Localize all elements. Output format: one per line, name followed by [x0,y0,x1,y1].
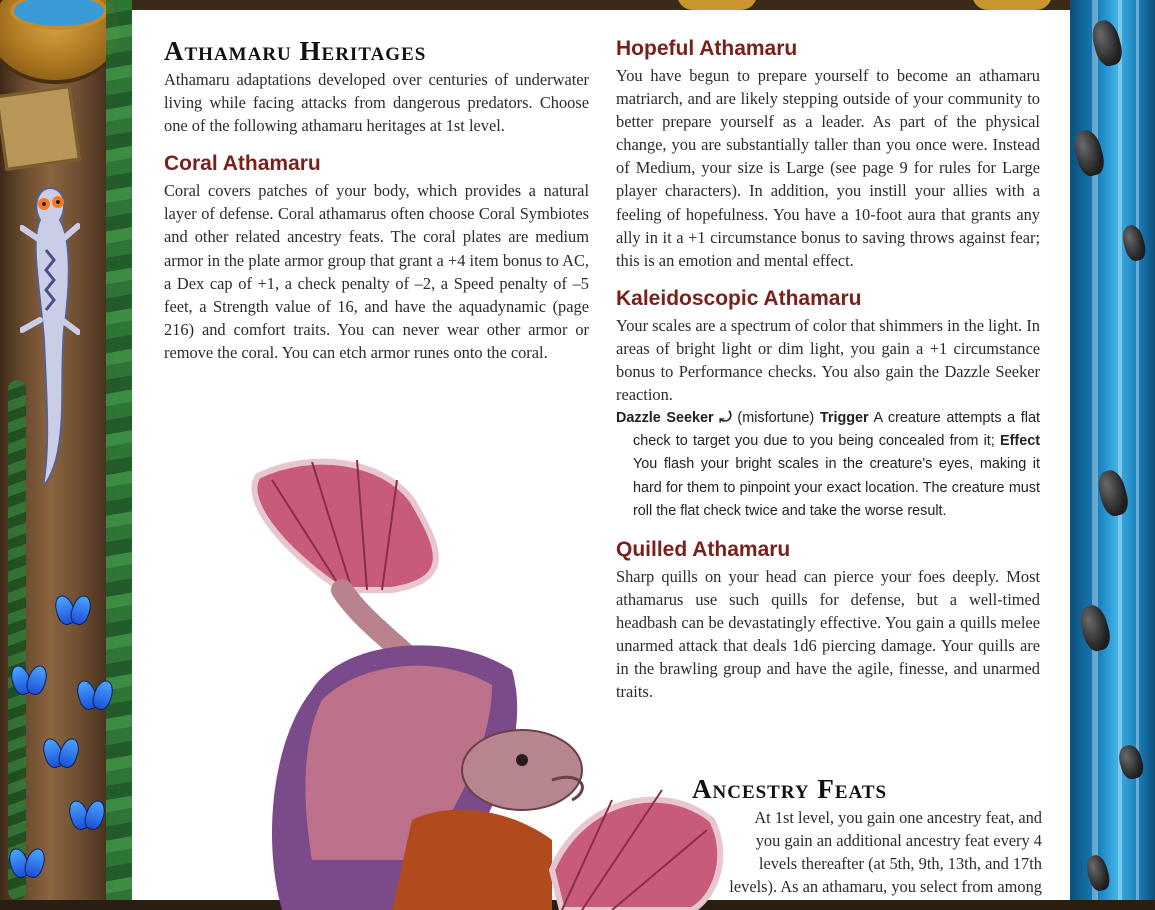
right-column [616,36,1040,703]
left-decorative-border [0,0,132,900]
butterfly-icon [10,848,44,878]
reaction-name: Dazzle Seeker [616,410,714,427]
book-page [132,10,1070,900]
ancestry-feats-line: levels thereafter (at 5th, 9th, 13th, and 17th [758,854,1042,874]
heading-quilled-athamaru: Quilled Athamaru [616,537,791,561]
reaction-trait: (misfortune) [737,410,815,427]
kaleidoscopic-athamaru-paragraph: Your scales are a spectrum of color that shimmers in the light. In areas of bright light or dim light, you gain a +1 circumstance bonus to Performance checks. You also gain the Dazzle Seeker reaction. [616,315,1040,405]
hopeful-athamaru-paragraph: You have begun to prepare yourself to become an athamaru matriarch, and are likely stepping outside of your community to better prepare yourself as a leader. As part of the physical change, you are substantially taller than you once were. Instead of Medium, your size is Large (see page 9 for rules for Large player characters). In addition, you instill your allies with a feeling of hopefulness. You have a 10-foot aura that grants any ally in it a +1 circumstance bonus to saving throws against fear; this is an emotion and mental effect. [616,66,1040,270]
dazzle-seeker-reaction [616,406,1040,522]
heading-coral-athamaru: Coral Athamaru [164,152,321,176]
section-heading-ancestry-feats: Ancestry Feats [692,774,888,804]
vine-illustration [106,0,132,900]
coral-athamaru-paragraph: Coral covers patches of your body, which provides a natural layer of defense. Coral athamarus often choose Coral Symbiotes and other related ancestry feats. The coral plates are medium armor in the plate armor group that grant a +4 item bonus to AC, a Dex cap of +1, a check penalty of –2, a Speed penalty of –5 feet, a Strength value of 16, and have the aquadynamic (page 216) and comfort traits. You can never wear other armor or remove the coral. You can etch armor runes onto the coral. [164,181,589,362]
right-waterfall-border [1070,0,1155,900]
gecko-illustration [20,180,80,500]
butterfly-icon [12,665,46,695]
rock-illustration [1076,602,1113,653]
reaction-icon: ⤾ [719,409,732,427]
trigger-text: A creature attempts a flat check to target you due to you being concealed from it; [633,410,1040,450]
ancestry-feats-line: you gain an additional ancestry feat every 4 [755,831,1042,851]
top-frame [132,0,1070,10]
quilled-athamaru-paragraph: Sharp quills on your head can pierce your foes deeply. Most athamarus use such quills for defense, but a well-timed headbash can be devastatingly effective. You gain a quills melee unarmed attack that deals 1d6 piercing damage. Your quills are in the brawling group and have the agile, finesse, and unarmed traits. [616,566,1040,702]
rock-illustration [1094,467,1131,518]
left-column [164,36,589,364]
ancestry-feats-line: At 1st level, you gain one ancestry feat, and [754,808,1042,827]
effect-text: You flash your bright scales in the creature's eyes, making it hard for them to pinpoint your exact location. The creature must roll the flat check twice and take the worse result. [633,456,1040,519]
heading-hopeful-athamaru: Hopeful Athamaru [616,37,798,60]
heritages-intro-paragraph: Athamaru adaptations developed over centuries of underwater living while facing attacks from dangerous predators. Choose one of the following athamaru heritages at 1st level. [164,70,589,136]
ancestry-feats-section [658,774,1042,898]
wooden-plank-illustration [0,85,81,171]
trigger-label: Trigger [819,410,869,427]
rock-illustration [1070,127,1107,178]
butterfly-icon [56,595,90,625]
butterfly-icon [44,738,78,768]
rock-illustration [1084,853,1113,893]
ancestry-feats-line: levels). As an athamaru, you select from among [729,877,1042,897]
effect-label: Effect [1000,433,1040,450]
section-heading-athamaru-heritages: Athamaru Heritages [164,36,427,66]
rock-illustration [1120,223,1149,263]
butterfly-icon [78,680,112,710]
heading-kaleidoscopic-athamaru: Kaleidoscopic Athamaru [616,286,862,310]
butterfly-icon [70,800,104,830]
